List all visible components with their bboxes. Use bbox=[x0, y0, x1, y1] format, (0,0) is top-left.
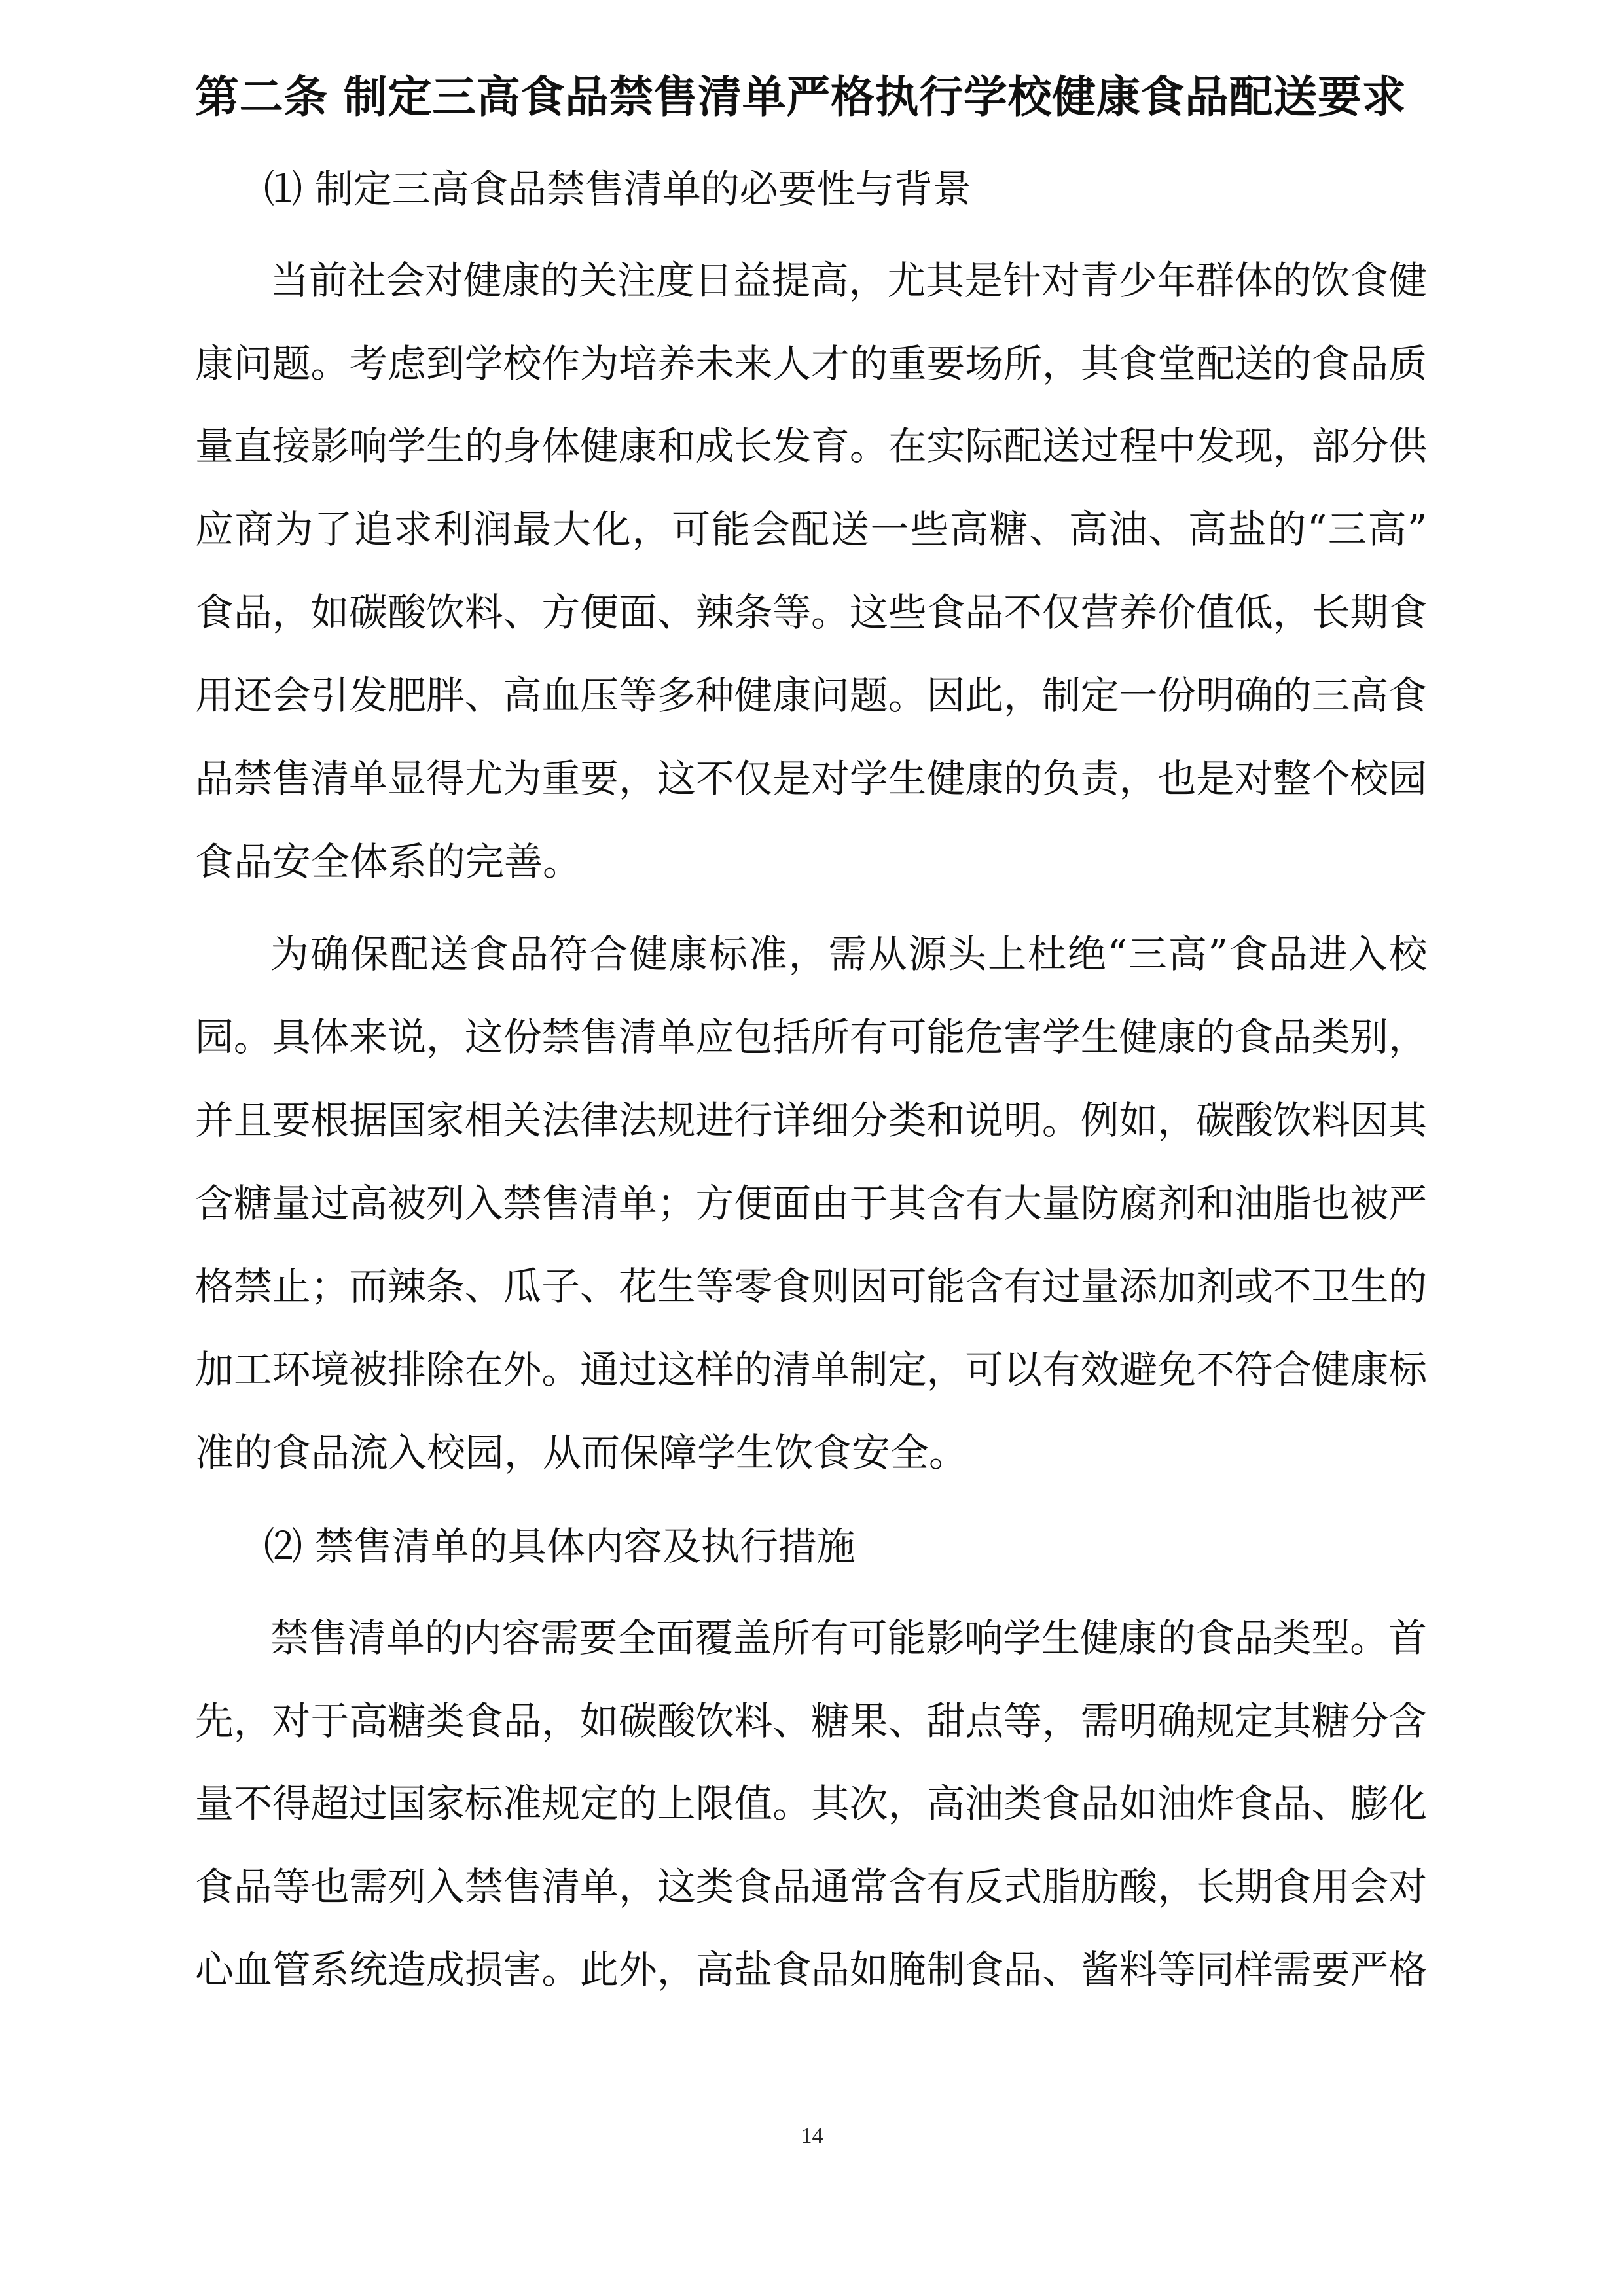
subheading-1: ⑴ 制定三高食品禁售清单的必要性与背景 bbox=[264, 166, 971, 211]
text-line: 食品安全体系的完善。 bbox=[195, 839, 582, 884]
article-heading: 第二条 制定三高食品禁售清单严格执行学校健康食品配送要求 bbox=[195, 71, 1407, 122]
text-line: 准的食品流入校园，从而保障学生饮食安全。 bbox=[195, 1430, 968, 1475]
text-line: 量直接影响学生的身体健康和成长发育。在实际配送过程中发现，部分供 bbox=[195, 423, 1428, 469]
text-line: 加工环境被排除在外。通过这样的清单制定，可以有效避免不符合健康标 bbox=[195, 1347, 1428, 1392]
subheading-2: ⑵ 禁售清单的具体内容及执行措施 bbox=[264, 1524, 856, 1569]
text-line: 含糖量过高被列入禁售清单；方便面由于其含有大量防腐剂和油脂也被严 bbox=[195, 1181, 1428, 1226]
text-line: 格禁止；而辣条、瓜子、花生等零食则因可能含有过量添加剂或不卫生的 bbox=[195, 1264, 1428, 1309]
text-line: 食品，如碳酸饮料、方便面、辣条等。这些食品不仅营养价值低，长期食 bbox=[195, 590, 1428, 635]
text-line: 量不得超过国家标准规定的上限值。其次，高油类食品如油炸食品、膨化 bbox=[195, 1781, 1428, 1826]
text-line: 心血管系统造成损害。此外，高盐食品如腌制食品、酱料等同样需要严格 bbox=[195, 1947, 1428, 1992]
text-line: 先，对于高糖类食品，如碳酸饮料、糖果、甜点等，需明确规定其糖分含 bbox=[195, 1698, 1428, 1744]
text-line: 康问题。考虑到学校作为培养未来人才的重要场所，其食堂配送的食品质 bbox=[195, 341, 1428, 386]
text-line: 禁售清单的内容需要全面覆盖所有可能影响学生健康的食品类型。首 bbox=[270, 1615, 1428, 1660]
text-line: 园。具体来说，这份禁售清单应包括所有可能危害学生健康的食品类别， bbox=[195, 1014, 1428, 1060]
text-line: 当前社会对健康的关注度日益提高，尤其是针对青少年群体的饮食健 bbox=[270, 258, 1428, 303]
text-line: 食品等也需列入禁售清单，这类食品通常含有反式脂肪酸，长期食用会对 bbox=[195, 1864, 1428, 1909]
text-line: 并且要根据国家相关法律法规进行详细分类和说明。例如，碳酸饮料因其 bbox=[195, 1098, 1428, 1143]
text-line: 为确保配送食品符合健康标准，需从源头上杜绝“三高”食品进入校 bbox=[270, 931, 1429, 977]
text-line: 用还会引发肥胖、高血压等多种健康问题。因此，制定一份明确的三高食 bbox=[195, 673, 1428, 718]
text-line: 品禁售清单显得尤为重要，这不仅是对学生健康的负责，也是对整个校园 bbox=[195, 756, 1428, 801]
text-line: 应商为了追求利润最大化，可能会配送一些高糖、高油、高盐的“三高” bbox=[195, 507, 1429, 552]
page-number: 14 bbox=[801, 2124, 823, 2148]
